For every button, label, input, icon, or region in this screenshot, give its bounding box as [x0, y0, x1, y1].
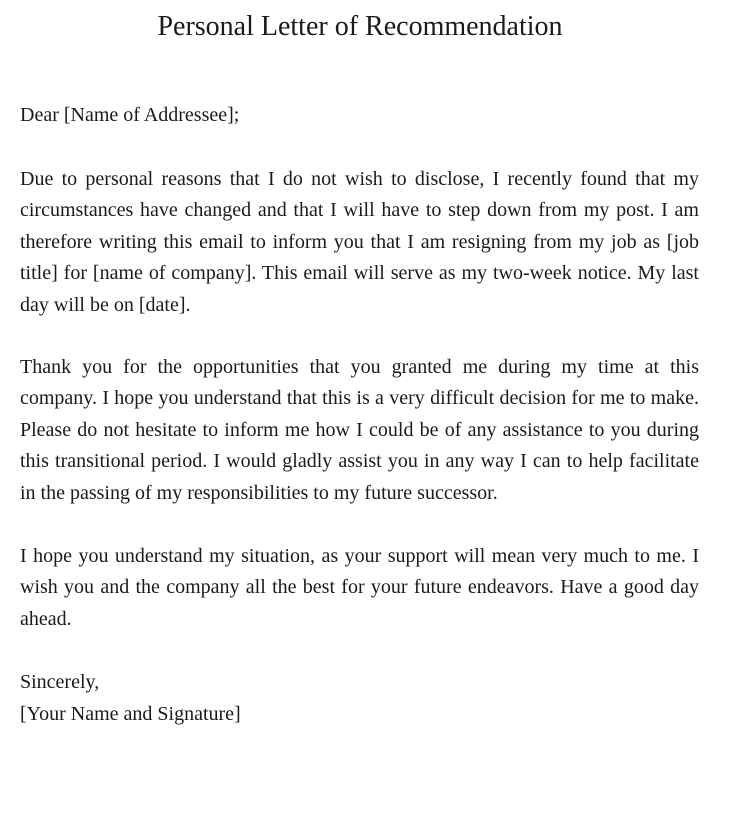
- paragraph-3: I hope you understand my situation, as your support will mean very much to me. I wish you and the company all the best for your future endeavors. Have a good day ahead.: [20, 545, 699, 630]
- salutation: Dear [Name of Addressee];: [20, 104, 240, 126]
- paragraph-1: Due to personal reasons that I do not wish to disclose, I recently found that my circumstances have changed and that I will have to step down from my post. I am therefore writing this email to inform you that I am resigning from my job as [job title] for [name of company]. This email will serve as my two-week notice. My last day will be on [date].: [20, 168, 699, 316]
- paragraph-2: Thank you for the opportunities that you granted me during my time at this company. I hope you understand that this is a very difficult decision for me to make. Please do not hesitate to inform me how I could be of any assistance to you during this transitional period. I would gladly assist you in any way I can to help facilitate in the passing of my responsibilities to my future successor.: [20, 356, 699, 504]
- closing: Sincerely,: [20, 671, 100, 693]
- signature-placeholder: [Your Name and Signature]: [20, 703, 241, 725]
- letter-title: Personal Letter of Recommendation: [157, 11, 563, 42]
